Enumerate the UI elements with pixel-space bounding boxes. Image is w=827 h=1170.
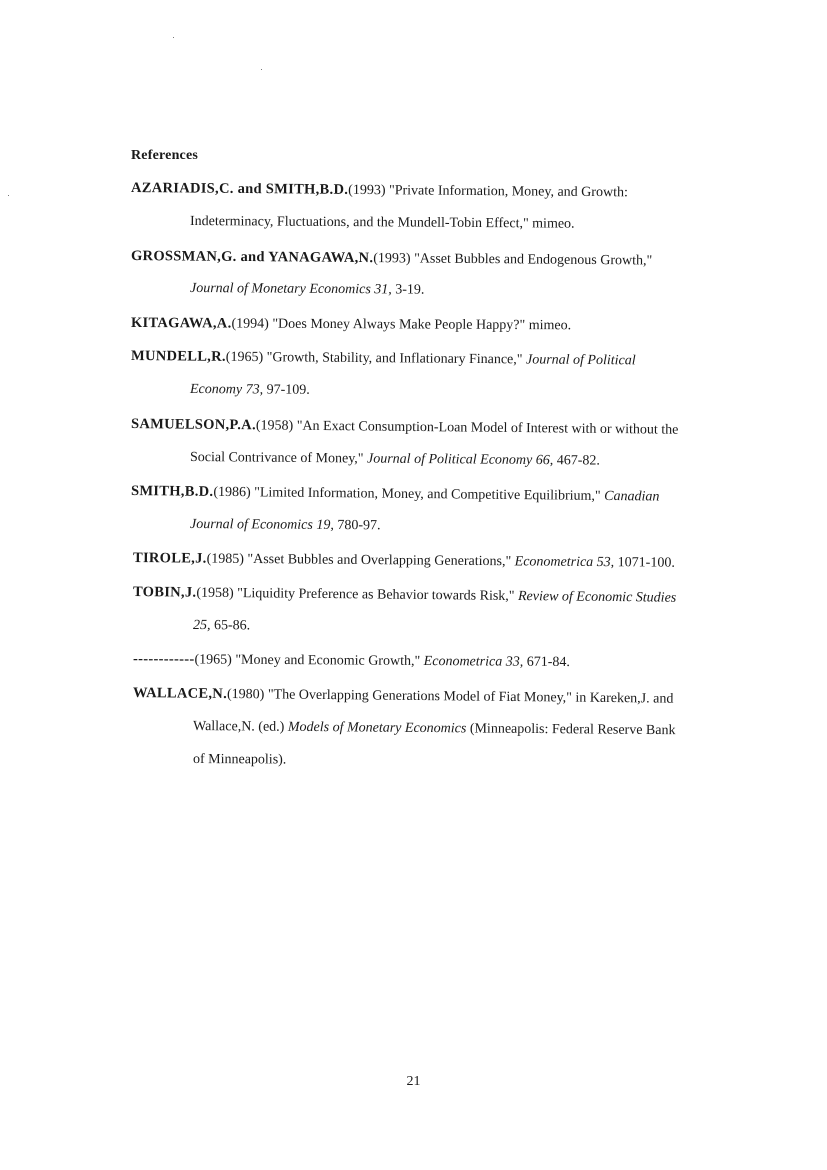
references-heading: References: [131, 148, 199, 163]
reference-author: ------------: [132, 651, 195, 668]
reference-text: (1986) "Limited Information, Money, and Competitive Equilibrium,": [213, 484, 605, 504]
reference-text: 467-82.: [553, 453, 601, 469]
reference-line: [133, 685, 674, 708]
reference-author: KITAGAWA,A.: [130, 315, 232, 332]
reference-line: [193, 719, 676, 739]
reference-line: [131, 180, 628, 201]
reference-source: Economy 73,: [189, 382, 264, 398]
reference-text: 97-109.: [263, 382, 310, 398]
reference-text: (1965) "Money and Economic Growth,": [194, 652, 424, 670]
reference-line: [190, 214, 575, 233]
reference-source: Review of Economic Studies: [517, 589, 677, 606]
page-number: 21: [406, 1074, 421, 1089]
reference-text: 780-97.: [333, 518, 381, 534]
reference-line: [133, 550, 675, 572]
reference-author: SAMUELSON,P.A.: [130, 416, 257, 434]
reference-text: Social Contrivance of Money,": [189, 450, 368, 467]
reference-line: [193, 618, 250, 634]
reference-text: (1993) "Asset Bubbles and Endogenous Growth,": [373, 251, 653, 269]
reference-text: 65-86.: [210, 618, 251, 634]
reference-text: (1958) "Liquidity Preference as Behavior towards Risk,": [196, 585, 519, 605]
reference-text: of Minneapolis).: [192, 752, 287, 768]
reference-source: Econometrica 33,: [423, 654, 524, 670]
reference-source: Journal of Monetary Economics 31,: [189, 281, 392, 298]
reference-text: 3-19.: [391, 282, 425, 298]
reference-text: (1965) "Growth, Stability, and Inflationary Finance,": [225, 349, 527, 368]
reference-author: WALLACE,N.: [132, 685, 228, 702]
reference-source: 25,: [192, 618, 211, 634]
reference-text: (1958) "An Exact Consumption-Loan Model of Interest with or without the: [255, 418, 679, 438]
reference-line: [133, 651, 570, 671]
reference-line: [131, 416, 679, 439]
scan-speck: [173, 37, 174, 38]
reference-author: SMITH,B.D.: [130, 483, 214, 500]
scan-speck: [261, 69, 262, 70]
reference-line: [190, 281, 425, 299]
reference-author: GROSSMAN,G. and YANAGAWA,N.: [130, 248, 374, 267]
scan-speck: [8, 195, 9, 196]
reference-line: [190, 450, 600, 470]
reference-line: [131, 348, 636, 369]
reference-line: [193, 752, 286, 768]
reference-text: (1980) "The Overlapping Generations Model of Fiat Money," in Kareken,J. and: [226, 686, 674, 707]
reference-line: [190, 517, 381, 534]
reference-text: 1071-100.: [614, 555, 675, 571]
reference-source: Journal of Political Economy 66,: [366, 451, 554, 469]
reference-source: Journal of Economics 19,: [189, 517, 334, 534]
reference-text: (1994) "Does Money Always Make People Happy?" mimeo.: [231, 316, 572, 334]
reference-line: [131, 315, 571, 334]
reference-text: Indeterminacy, Fluctuations, and the Mundell-Tobin Effect," mimeo.: [189, 214, 575, 232]
reference-line: [133, 584, 676, 607]
reference-author: MUNDELL,R.: [130, 348, 226, 365]
reference-text: (1993) "Private Information, Money, and Growth:: [348, 182, 628, 201]
reference-author: TIROLE,J.: [132, 550, 207, 567]
reference-line: [131, 248, 652, 270]
reference-text: (1985) "Asset Bubbles and Overlapping Generations,": [206, 551, 515, 570]
reference-source: Journal of Political: [525, 352, 636, 369]
reference-text: 671-84.: [523, 654, 570, 671]
reference-line: [131, 483, 660, 506]
reference-author: TOBIN,J.: [132, 584, 197, 601]
reference-text: Wallace,N. (ed.): [192, 719, 288, 735]
reference-source: Econometrica 53,: [514, 554, 615, 571]
reference-line: [190, 382, 310, 399]
reference-source: Canadian: [604, 488, 660, 505]
reference-text: (Minneapolis: Federal Reserve Bank: [466, 721, 676, 739]
reference-author: AZARIADIS,C. and SMITH,B.D.: [130, 180, 349, 198]
reference-source: Models of Monetary Economics: [287, 719, 467, 737]
